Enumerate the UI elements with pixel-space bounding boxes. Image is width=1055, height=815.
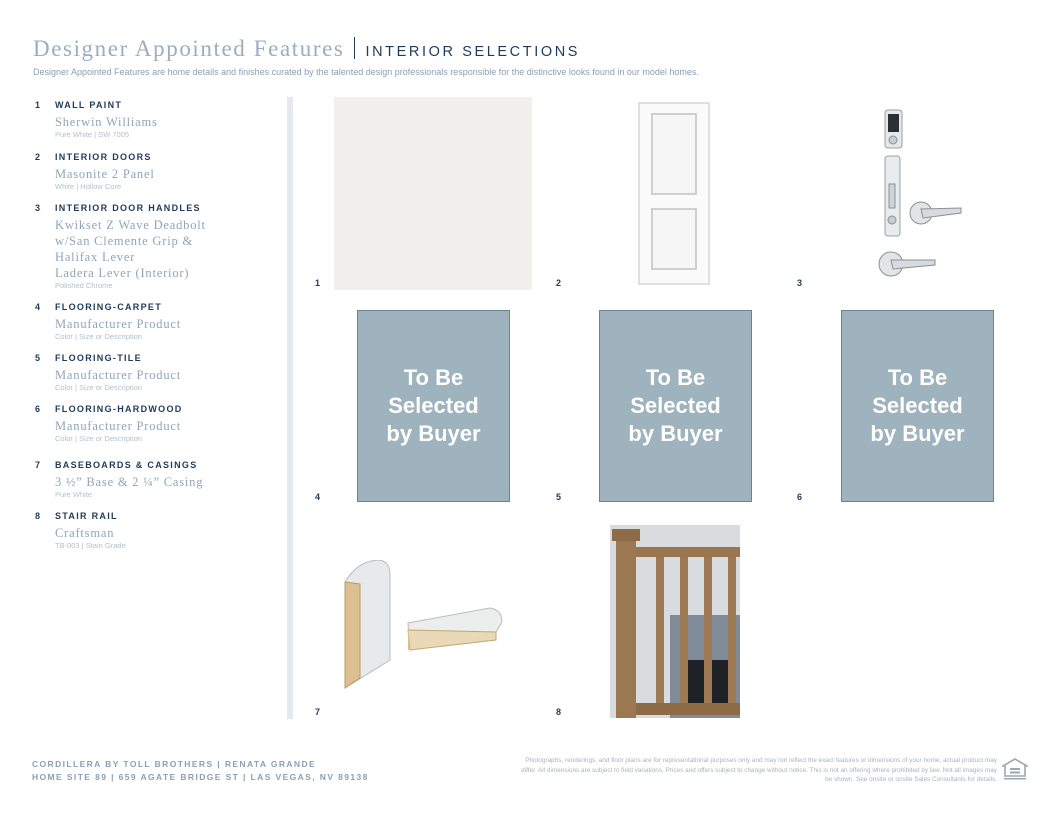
carpet-placeholder: [357, 310, 510, 502]
image-number: 2: [556, 278, 562, 288]
list-item: [35, 353, 280, 393]
wall-paint-swatch: [334, 97, 532, 290]
page-description: Designer Appointed Features are home details and finishes curated by the talented design professionals responsible for the distinctive looks found in our model homes.: [33, 67, 699, 77]
image-number: 5: [556, 492, 562, 502]
equal-housing-icon: [1002, 758, 1028, 782]
item-product: Kwikset Z Wave Deadbolt w/San Clemente Grip & Halifax Lever Ladera Lever (Interior): [55, 218, 206, 280]
item-number: 6: [35, 404, 42, 414]
item-detail: Color | Size or Description: [55, 383, 142, 392]
stair-rail-image: [610, 525, 740, 718]
tile-placeholder: [599, 310, 752, 502]
item-detail: Color | Size or Description: [55, 332, 142, 341]
item-detail: Pure White | SW 7005: [55, 130, 130, 139]
item-category: STAIR RAIL: [55, 511, 118, 521]
vertical-divider: [287, 97, 293, 719]
list-item: [35, 404, 280, 444]
item-detail: TB-003 | Stain Grade: [55, 541, 126, 550]
item-category: INTERIOR DOOR HANDLES: [55, 203, 201, 213]
list-item: [35, 100, 280, 140]
item-category: BASEBOARDS & CASINGS: [55, 460, 198, 470]
placeholder-text: To Be Selected by Buyer: [628, 365, 723, 446]
footer-homesite: HOME SITE 89 | 659 AGATE BRIDGE ST | LAS VEGAS, NV 89138: [32, 772, 369, 782]
item-number: 4: [35, 302, 42, 312]
image-number: 3: [797, 278, 803, 288]
item-category: INTERIOR DOORS: [55, 152, 152, 162]
list-item: [35, 302, 280, 342]
item-category: FLOORING-HARDWOOD: [55, 404, 183, 414]
item-product: Sherwin Williams: [55, 115, 158, 129]
image-number: 1: [315, 278, 321, 288]
image-number: 7: [315, 707, 321, 717]
item-category: WALL PAINT: [55, 100, 123, 110]
item-category: FLOORING-TILE: [55, 353, 142, 363]
page-subtitle: INTERIOR SELECTIONS: [365, 44, 581, 60]
page-title: Designer Appointed Features: [33, 36, 345, 61]
item-number: 3: [35, 203, 42, 213]
item-number: 8: [35, 511, 42, 521]
item-number: 5: [35, 353, 42, 363]
interior-door-image: [638, 102, 710, 285]
list-item: [35, 152, 280, 192]
item-detail: Pure White: [55, 490, 93, 499]
baseboards-casings-image: [340, 560, 505, 690]
item-number: 2: [35, 152, 42, 162]
placeholder-text: To Be Selected by Buyer: [870, 365, 965, 446]
item-detail: Polished Chrome: [55, 281, 113, 290]
page-header: [33, 34, 580, 62]
item-detail: Color | Size or Description: [55, 434, 142, 443]
door-handles-image: [875, 108, 970, 283]
list-item: [35, 460, 280, 500]
image-number: 4: [315, 492, 321, 502]
item-number: 1: [35, 100, 42, 110]
item-product: Manufacturer Product: [55, 368, 182, 382]
item-product: Craftsman: [55, 526, 115, 540]
title-divider: [354, 37, 355, 59]
item-number: 7: [35, 460, 42, 470]
footer-disclaimer: Photographs, renderings, and floor plans are for representational purposes only and may not reflect the exact features or dimensions of your home; actual product may differ. All dimensions are subject to field variations. Prices and offers subject to change without notice. This is not an offering where prohibited by law. Not all images may be shown. See onsite or onsite Sales Consultants for details.: [521, 757, 997, 783]
item-category: FLOORING-CARPET: [55, 302, 162, 312]
placeholder-text: To Be Selected by Buyer: [386, 365, 481, 446]
item-detail: White | Hollow Core: [55, 182, 122, 191]
list-item: [35, 511, 280, 551]
footer-address: [32, 758, 369, 784]
image-number: 6: [797, 492, 803, 502]
item-product: 3 ½” Base & 2 ¼” Casing: [55, 475, 204, 489]
item-product: Manufacturer Product: [55, 419, 182, 433]
hardwood-placeholder: [841, 310, 994, 502]
item-product: Manufacturer Product: [55, 317, 182, 331]
list-item: [35, 203, 280, 291]
image-number: 8: [556, 707, 562, 717]
footer-community: CORDILLERA BY TOLL BROTHERS | RENATA GRANDE: [32, 759, 317, 769]
item-product: Masonite 2 Panel: [55, 167, 155, 181]
